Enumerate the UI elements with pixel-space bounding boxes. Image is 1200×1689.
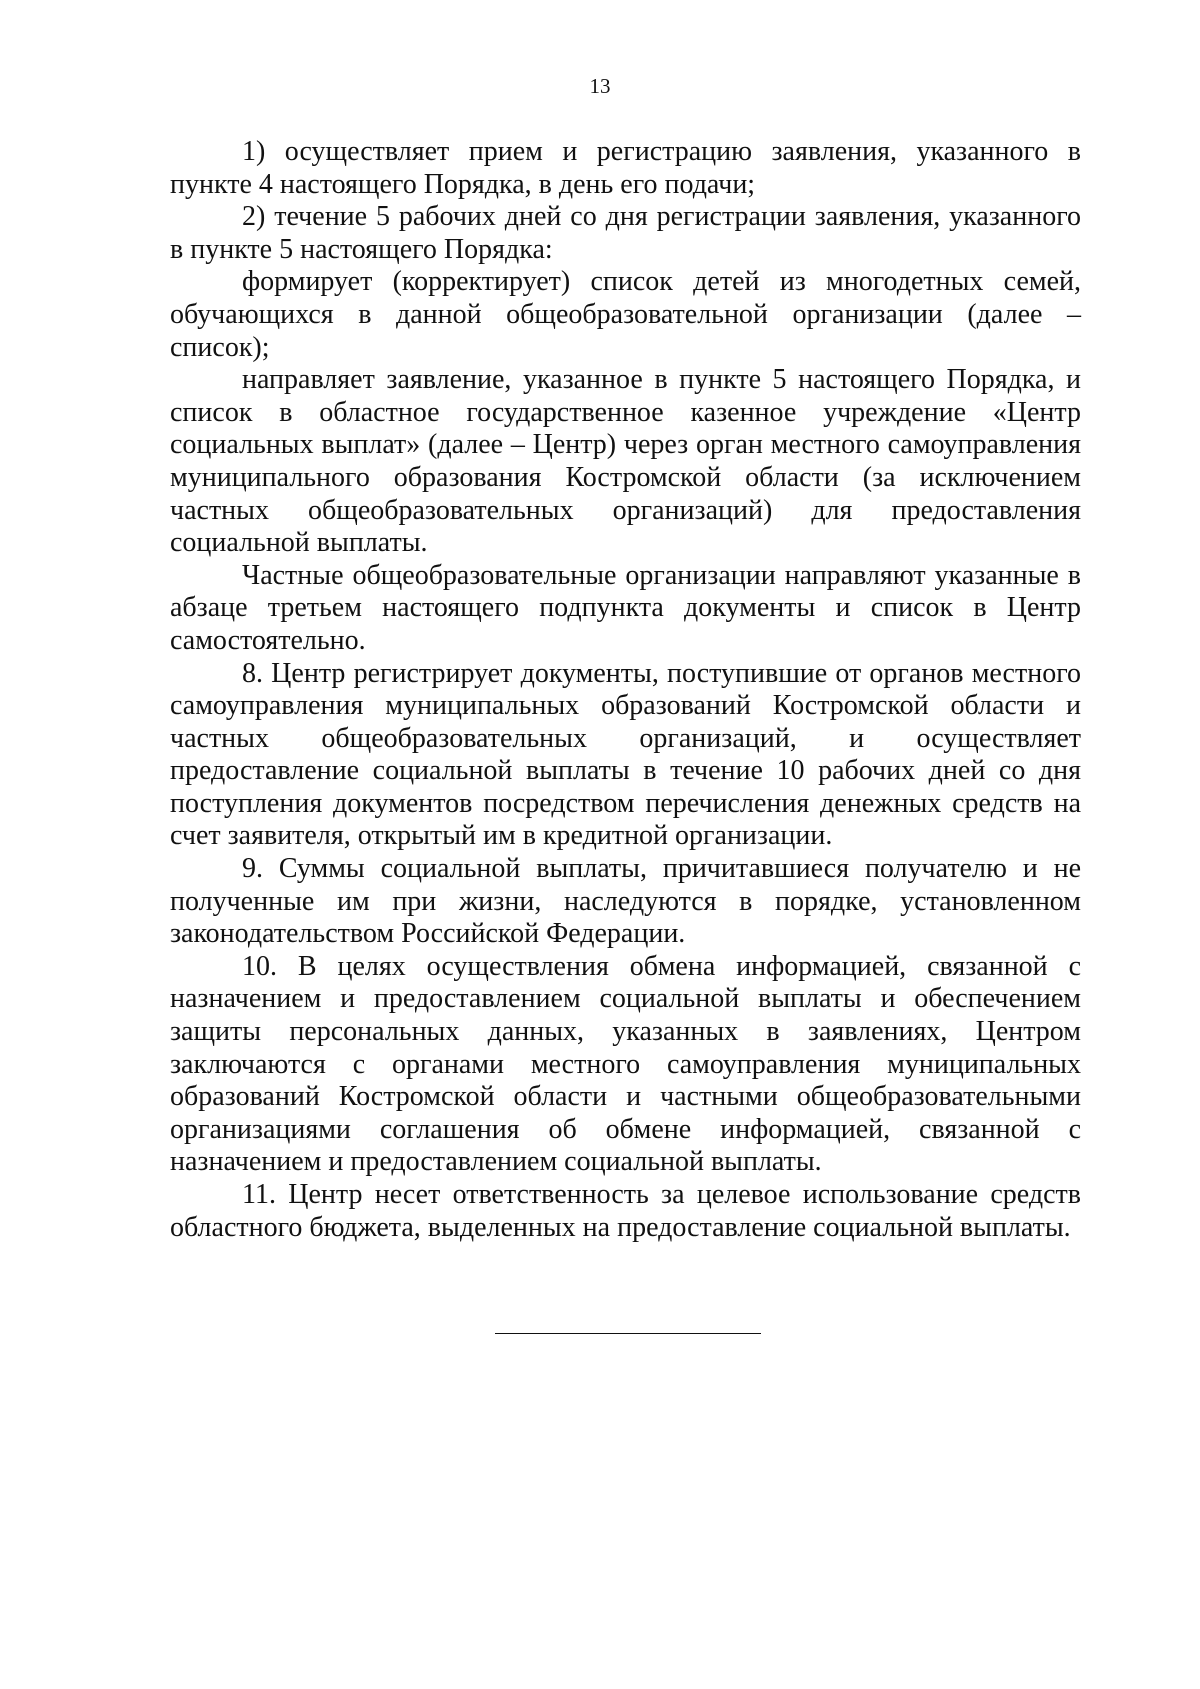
document-body: [170, 136, 1081, 1244]
clause-8: 8. Центр регистрирует документы, поступившие от органов местного самоуправления муниципальных образований Костромской области и частных общеобразовательных организаций, и осуществляет предоставление социальной выплаты в течение 10 рабочих дней со дня поступления документов посредством перечисления денежных средств на счет заявителя, открытый им в кредитной организации.: [170, 657, 1081, 852]
paragraph-private-organizations: Частные общеобразовательные организации направляют указанные в абзаце третьем настоящего подпункта документы и список в Центр самостоятельно.: [170, 559, 1081, 656]
end-of-document-rule: [495, 1333, 761, 1334]
paragraph-application-forwarding: направляет заявление, указанное в пункте 5 настоящего Порядка, и список в областное государственное казенное учреждение «Центр социальных выплат» (далее – Центр) через орган местного самоуправления муниципального образования Костромской области (за исключением частных общеобразовательных организаций) для предоставления социальной выплаты.: [170, 364, 1081, 559]
clause-10: 10. В целях осуществления обмена информацией, связанной с назначением и предоставлением социальной выплаты и обеспечением защиты персональных данных, указанных в заявлениях, Центром заключаются с органами местного самоуправления муниципальных образований Костромской области и частными общеобразовательными организациями соглашения об обмене информацией, связанной с назначением и предоставлением социальной выплаты.: [170, 950, 1081, 1178]
item-2-processing: 2) течение 5 рабочих дней со дня регистрации заявления, указанного в пункте 5 настоящего Порядка:: [170, 201, 1081, 265]
clause-9: 9. Суммы социальной выплаты, причитавшиеся получателю и не полученные им при жизни, наследуются в порядке, установленном законодательством Российской Федерации.: [170, 853, 1081, 950]
paragraph-list-forming: формирует (корректирует) список детей из многодетных семей, обучающихся в данной общеобразовательной организации (далее – список);: [170, 266, 1081, 363]
page-number: 13: [589, 74, 611, 98]
clause-11: 11. Центр несет ответственность за целевое использование средств областного бюджета, выделенных на предоставление социальной выплаты.: [170, 1179, 1081, 1243]
item-1-reception: 1) осуществляет прием и регистрацию заявления, указанного в пункте 4 настоящего Порядка, в день его подачи;: [170, 136, 1081, 200]
